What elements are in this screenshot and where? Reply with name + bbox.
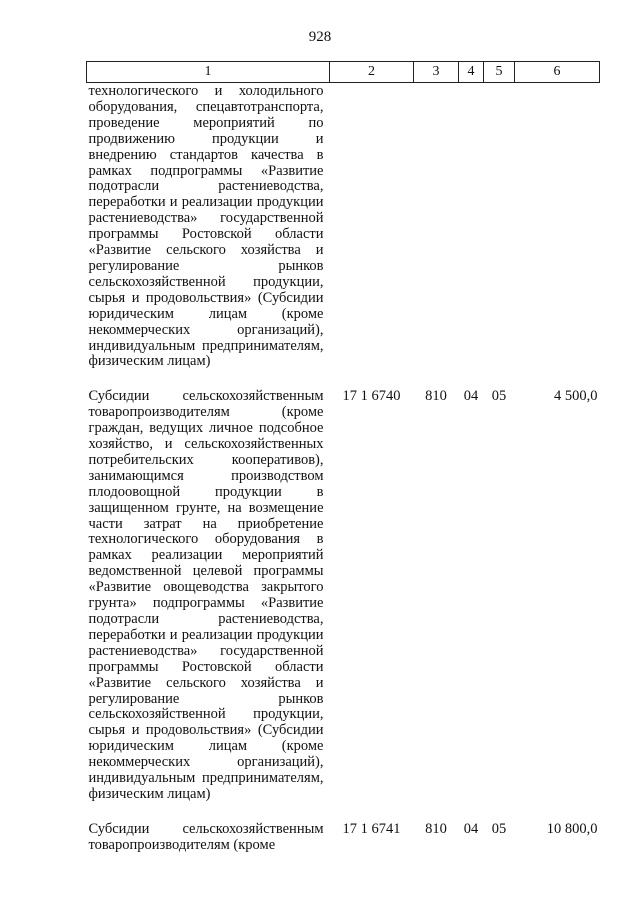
- row-spacer: [87, 803, 600, 822]
- row-vr: 810: [425, 820, 447, 837]
- row-pr: 05: [491, 820, 507, 837]
- header-col-3: 3: [414, 62, 459, 83]
- row-vr: 810: [425, 388, 447, 405]
- row-spacer: [87, 370, 600, 389]
- header-col-5: 5: [484, 62, 515, 83]
- table-row: [87, 822, 600, 854]
- budget-table: [86, 61, 600, 854]
- row-description: Субсидии сельскохозяйственным товаропроизводителям (кроме граждан, ведущих личное подсобное хозяйство, и сельскохозяйственных потребительских кооперативов), занимающимся производством плодоовощной продукции в защищенном грунте, на возмещение части затрат на приобретение технологического оборудования в рамках реализации мероприятий ведомственной целевой программы «Развитие овощеводства закрытого грунта» подпрограммы «Развитие подотрасли растениеводства, переработки и реализации продукции растениеводства» государственной программы Ростовской области «Развитие сельского хозяйства и регулирование рынков сельскохозяйственной продукции, сырья и продовольствия» (Субсидии юридическим лицам (кроме некоммерческих организаций), индивидуальным предпринимателям, физическим лицам): [88, 388, 324, 802]
- row-rz: 04: [463, 820, 479, 837]
- row-amount: [515, 83, 600, 371]
- row-description: Субсидии сельскохозяйственным товаропроизводителям (кроме: [88, 820, 324, 853]
- row-rz: 04: [463, 388, 479, 405]
- table-row: [87, 83, 600, 371]
- row-pr: [484, 83, 515, 371]
- row-pr: 05: [491, 388, 507, 405]
- header-row: [87, 62, 600, 83]
- header-col-2: 2: [330, 62, 414, 83]
- row-code: [330, 83, 414, 371]
- header-col-4: 4: [459, 62, 484, 83]
- table-row: [87, 389, 600, 803]
- row-vr: [414, 83, 459, 371]
- row-code: 17 1 6741: [342, 820, 401, 837]
- header-col-1: 1: [87, 62, 330, 83]
- row-description: технологического и холодильного оборудования, спецавтотранспорта, проведение мероприятий по продвижению продукции и внедрению стандартов качества в рамках подпрограммы «Развитие подотрасли растениеводства, переработки и реализации продукции растениеводства» государственной программы Ростовской области «Развитие сельского хозяйства и регулирование рынков сельскохозяйственной продукции, сырья и продовольствия» (Субсидии юридическим лицам (кроме некоммерческих организаций), индивидуальным предпринимателям, физическим лицам): [88, 83, 324, 370]
- row-code: 17 1 6740: [342, 388, 401, 405]
- page-number: 928: [308, 29, 332, 45]
- row-amount: 4 500,0: [554, 388, 598, 405]
- header-col-6: 6: [515, 62, 600, 83]
- row-rz: [459, 83, 484, 371]
- row-amount: 10 800,0: [546, 820, 598, 837]
